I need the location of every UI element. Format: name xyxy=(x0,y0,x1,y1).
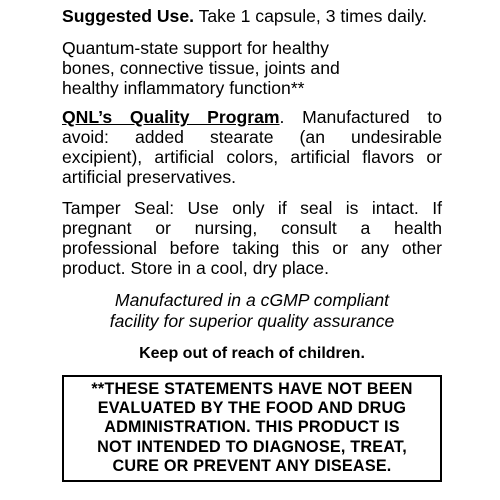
quality-program-heading: QNL’s Quality Program xyxy=(62,107,280,127)
suggested-use-text: Take 1 capsule, 3 times daily. xyxy=(194,6,428,26)
fda-disclaimer-box xyxy=(62,375,442,482)
children-warning: Keep out of reach of children. xyxy=(139,345,365,362)
cgmp-statement xyxy=(62,290,442,332)
suggested-use-section xyxy=(62,6,442,26)
fda-disclaimer-line: CURE OR PREVENT ANY DISEASE. xyxy=(112,456,392,475)
quantum-support-line: healthy inflammatory function** xyxy=(62,78,305,98)
cgmp-line: Manufactured in a cGMP compliant xyxy=(114,290,390,310)
quantum-support-statement xyxy=(62,38,442,98)
tamper-seal-section: Tamper Seal: Use only if seal is intact. If pregnant or nursing, consult a health professional before taking this or any other product. Store in a cool, dry place. xyxy=(62,198,442,278)
supplement-label-text xyxy=(62,6,442,482)
quality-program-section xyxy=(62,107,442,187)
quality-program-text: . Manufactured to avoid: added stearate (an undesirable excipient), artificial colors, artificial flavors or artificial preservatives. xyxy=(62,107,442,187)
fda-disclaimer-line: NOT INTENDED TO DIAGNOSE, TREAT, xyxy=(97,437,407,456)
fda-disclaimer-line: EVALUATED BY THE FOOD AND DRUG xyxy=(97,399,407,418)
suggested-use-heading: Suggested Use. xyxy=(62,6,194,26)
fda-disclaimer-line: ADMINISTRATION. THIS PRODUCT IS xyxy=(104,418,400,437)
cgmp-line: facility for superior quality assurance xyxy=(109,311,395,331)
quantum-support-line: Quantum-state support for healthy xyxy=(62,38,329,58)
quantum-support-line: bones, connective tissue, joints and xyxy=(62,58,340,78)
fda-disclaimer-line: **THESE STATEMENTS HAVE NOT BEEN xyxy=(91,380,413,398)
